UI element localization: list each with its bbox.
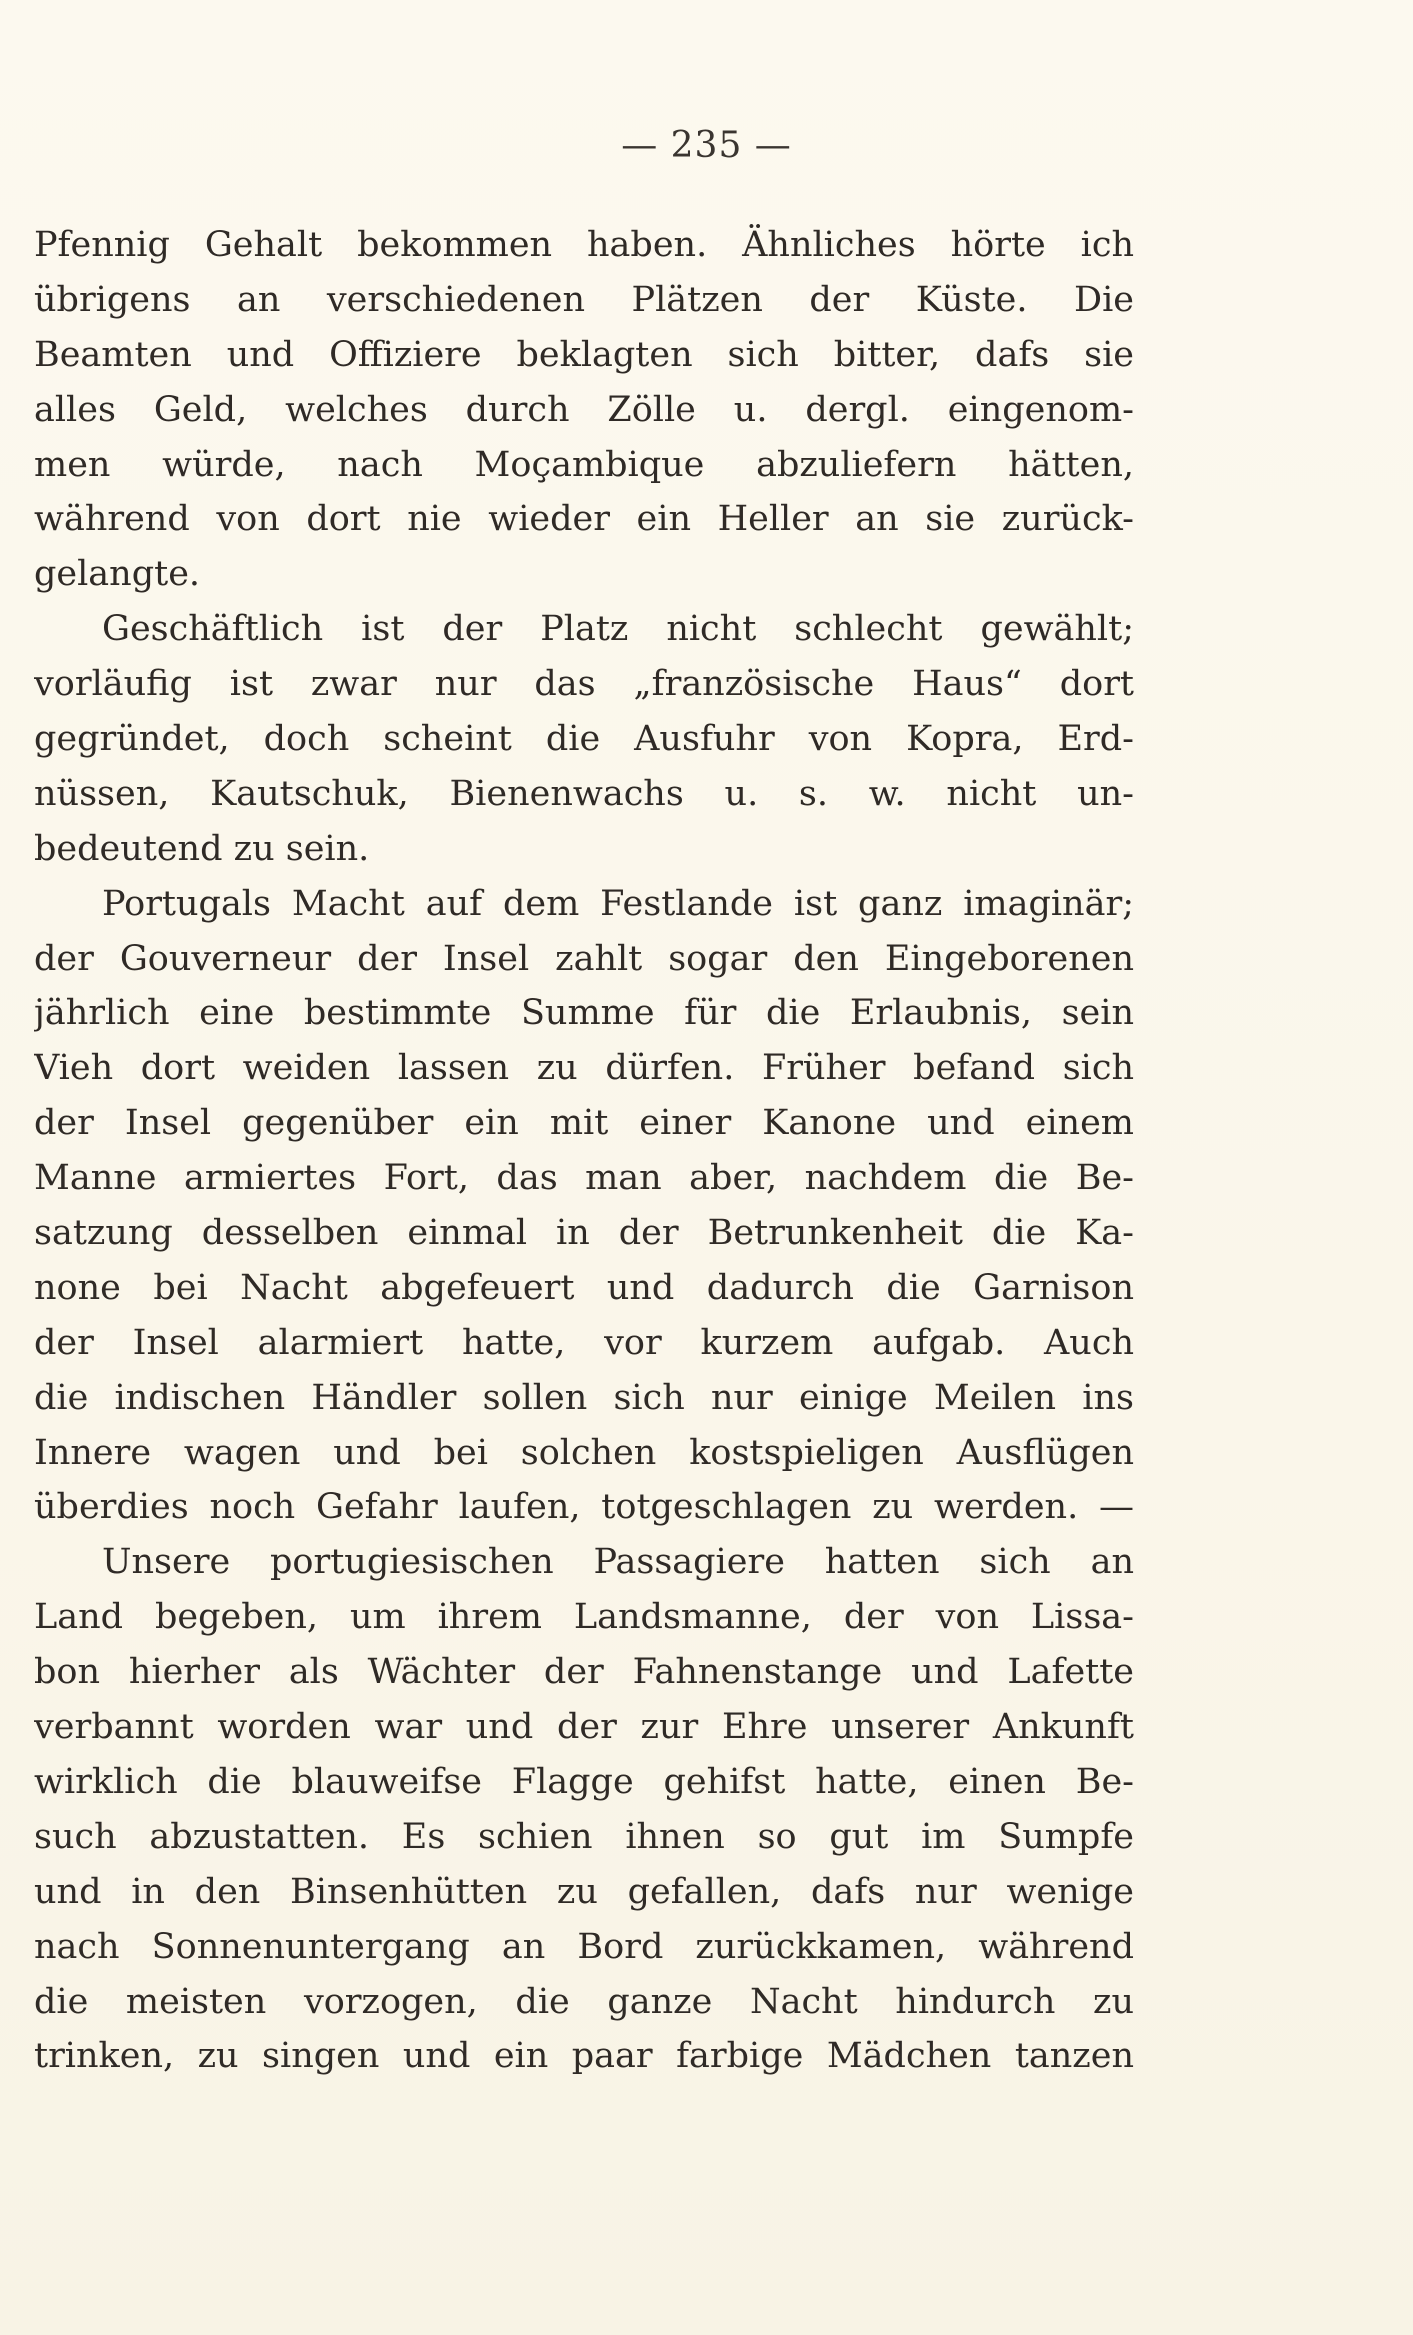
text-line: such abzustatten. Es schien ihnen so gut im Sumpfe — [34, 1816, 1134, 1857]
text-line: die meisten vorzogen, die ganze Nacht hindurch zu — [34, 1981, 1134, 2022]
text-line: überdies noch Gefahr laufen, totgeschlagen zu werden. — — [34, 1487, 1134, 1528]
text-line: gelangte. — [34, 554, 201, 595]
text-line: Manne armiertes Fort, das man aber, nachdem die Be- — [34, 1158, 1134, 1199]
text-line: Land begeben, um ihrem Landsmanne, der von Lissa- — [34, 1597, 1134, 1638]
text-line: Unsere portugiesischen Passagiere hatten sich an — [102, 1542, 1134, 1583]
text-line: nüssen, Kautschuk, Bienenwachs u. s. w. nicht un- — [34, 773, 1134, 814]
text-line: Geschäftlich ist der Platz nicht schlecht gewählt; — [102, 609, 1134, 650]
text-line: Beamten und Offiziere beklagten sich bitter, dafs sie — [34, 334, 1134, 375]
text-line: bon hierher als Wächter der Fahnenstange und Lafette — [34, 1652, 1134, 1693]
text-line: verbannt worden war und der zur Ehre unserer Ankunft — [34, 1707, 1134, 1748]
text-line: men würde, nach Moçambique abzuliefern hätten, — [34, 444, 1134, 485]
text-line: vorläufig ist zwar nur das „französische Haus“ dort — [34, 664, 1134, 705]
body-text — [34, 218, 1134, 2084]
page-number: — 235 — — [621, 125, 792, 166]
text-line: der Insel alarmiert hatte, vor kurzem aufgab. Auch — [34, 1322, 1134, 1363]
text-line: übrigens an verschiedenen Plätzen der Küste. Die — [34, 279, 1134, 320]
text-line: satzung desselben einmal in der Betrunkenheit die Ka- — [34, 1213, 1134, 1254]
text-line: Vieh dort weiden lassen zu dürfen. Früher befand sich — [34, 1048, 1134, 1089]
text-line: Portugals Macht auf dem Festlande ist ganz imaginär; — [102, 883, 1134, 924]
text-line: nach Sonnenuntergang an Bord zurückkamen, während — [34, 1926, 1134, 1967]
text-line: jährlich eine bestimmte Summe für die Erlaubnis, sein — [34, 993, 1134, 1034]
text-line: Innere wagen und bei solchen kostspieligen Ausflügen — [34, 1432, 1134, 1473]
text-line: none bei Nacht abgefeuert und dadurch die Garnison — [34, 1267, 1134, 1308]
text-line: gegründet, doch scheint die Ausfuhr von Kopra, Erd- — [34, 719, 1134, 760]
text-line: Pfennig Gehalt bekommen haben. Ähnliches hörte ich — [34, 225, 1134, 265]
text-line: bedeutend zu sein. — [34, 828, 370, 869]
text-line: die indischen Händler sollen sich nur einige Meilen ins — [34, 1377, 1134, 1418]
text-line: während von dort nie wieder ein Heller an sie zurück- — [34, 499, 1134, 540]
text-line: trinken, zu singen und ein paar farbige Mädchen tanzen — [34, 2036, 1134, 2077]
text-line: alles Geld, welches durch Zölle u. dergl. eingenom- — [34, 389, 1134, 430]
text-line: der Insel gegenüber ein mit einer Kanone und einem — [34, 1103, 1134, 1144]
text-line: wirklich die blauweifse Flagge gehifst hatte, einen Be- — [34, 1761, 1134, 1802]
text-line: und in den Binsenhütten zu gefallen, dafs nur wenige — [34, 1871, 1134, 1912]
text-line: der Gouverneur der Insel zahlt sogar den Eingeborenen — [34, 938, 1134, 979]
